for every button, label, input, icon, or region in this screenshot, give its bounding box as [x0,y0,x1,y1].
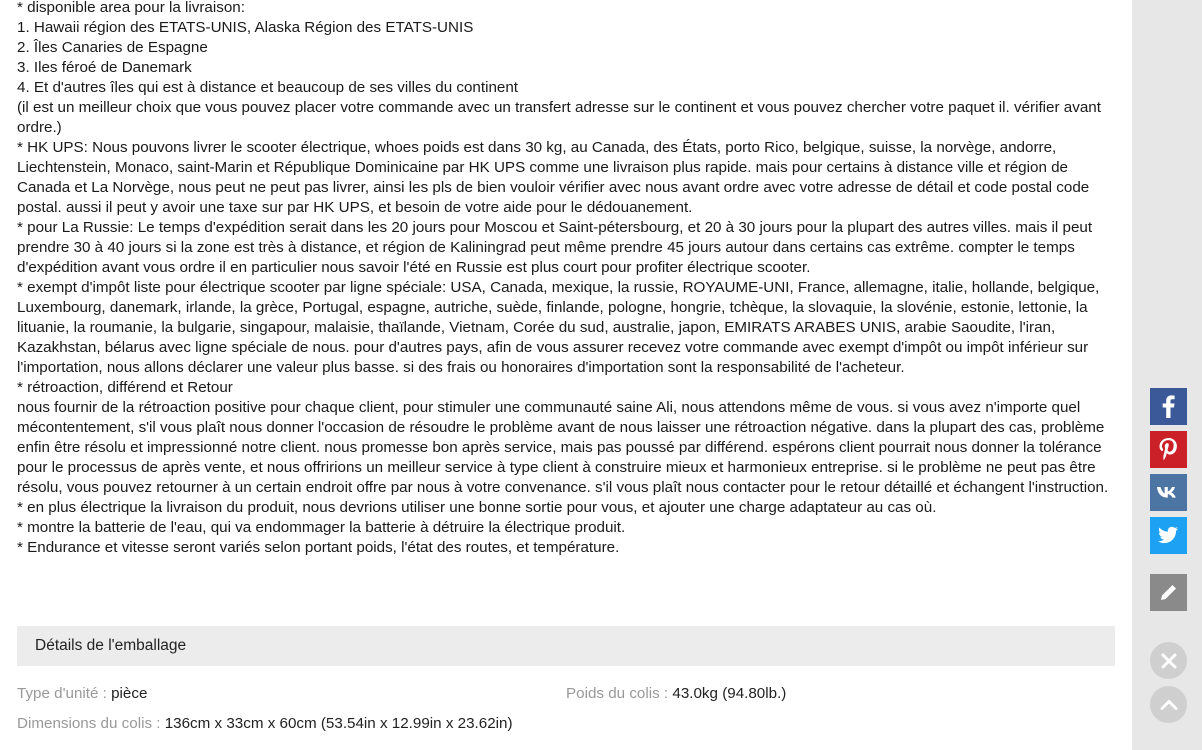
facebook-icon [1150,388,1187,425]
description-line: 3. Iles féroé de Danemark [17,59,192,76]
twitter-icon [1150,517,1187,554]
description-line: * Endurance et vitesse seront variés selon portant poids, l'état des routes, et température. [17,539,620,556]
edit-icon [1150,574,1187,611]
edit-button[interactable] [1150,574,1187,611]
description-line: 2. Îles Canaries de Espagne [17,39,208,56]
unit-type-label: Type d'unité : [17,685,112,702]
twitter-share-button[interactable] [1150,517,1187,554]
package-dimensions-label: Dimensions du colis : [17,715,165,732]
description-line: 1. Hawaii région des ETATS-UNIS, Alaska Région des ETATS-UNIS [17,19,474,36]
description-line: * disponible area pour la livraison: [17,0,245,16]
product-description [17,0,1115,558]
pinterest-share-button[interactable] [1150,431,1187,468]
description-line: nous fournir de la rétroaction positive pour chaque client, pour stimuler une communauté saine Ali, nous attendons même de vous. si vous avez n'importe quel mécontentement, s'il vous plaît nous donner l'occasion de résoudre le problème avant de nous laisser une rétroaction négative. dans la plupart des cas, problème enfin être résolu et impressionné notre client. nous promesse bon après service, mais pas poussé par différend. espérons client pourrait nous donner la tolérance pour le processus de après vente, et nous offririons un meilleur service à type client à construire mieux et harmonieux entreprise. si le problème ne peut pas être résolu, vous pouvez retourner à un certain endroit offre par nous à votre convenance. s'il vous plaît nous contacter pour le retour détaillé et échangent l'instruction. [17,399,1109,496]
vk-icon [1150,474,1187,511]
pinterest-icon [1150,431,1187,468]
chevron-up-icon [1159,695,1179,715]
unit-type-attribute [17,684,147,704]
description-line: * en plus électrique la livraison du produit, nous devrions utiliser une bonne sortie pour vous, et ajouter une charge adaptateur au cas où. [17,499,937,516]
packaging-details-header: Détails de l'emballage [17,626,1115,666]
package-weight-value: 43.0kg (94.80lb.) [672,685,787,702]
description-line: 4. Et d'autres îles qui est à distance et beaucoup de ses villes du continent [17,79,519,96]
right-sidebar [1132,0,1202,750]
description-line: * HK UPS: Nous pouvons livrer le scooter électrique, whoes poids est dans 30 kg, au Canada, des États, porto Rico, belgique, suisse, la norvège, andorre, Liechtenstein, Monaco, saint-Marin et République Dominicaine par HK UPS comme une livraison plus rapide. mais pour certains à distance ville et région de Canada et La Norvège, nous peut ne peut pas livrer, ainsi les pls de bien vouloir vérifier avec nous avant ordre avec votre adresse de détail et code postal code postal. aussi il peut y avoir une taxe sur par HK UPS, et besoin de votre aide pour le dédouanement. [17,139,1090,216]
package-weight-attribute [566,684,786,704]
description-line: * exempt d'impôt liste pour électrique scooter par ligne spéciale: USA, Canada, mexique, la russie, ROYAUME-UNI, France, allemagne, italie, hollande, belgique, Luxembourg, danemark, irlande, la grèce, Portugal, espagne, autriche, suède, finlande, pologne, hongrie, tchèque, la slovaquie, la slovénie, estonie, lettonie, la lituanie, la roumanie, la bulgarie, singapour, malaisie, thaïlande, Vietnam, Corée du sud, australie, japon, EMIRATS ARABES UNIS, arabie Saoudite, l'iran, Kazakhstan, bélarus avec ligne spéciale de nous. pour d'autres pays, afin de vous assurer recevez votre commande avec exempt d'impôt ou impôt inférieur sur l'importation, nous allons déclarer une valeur plus basse. si des frais ou honoraires d'importation sont la responsabilité de l'acheteur. [17,279,1100,376]
description-line: (il est un meilleur choix que vous pouvez placer votre commande avec un transfert adresse sur le continent et vous pouvez chercher votre paquet il. vérifier avant ordre.) [17,99,1101,136]
close-button[interactable] [1150,642,1187,679]
package-weight-label: Poids du colis : [566,685,673,702]
facebook-share-button[interactable] [1150,388,1187,425]
unit-type-value: pièce [111,685,148,702]
close-icon [1159,651,1179,671]
description-line: * pour La Russie: Le temps d'expédition serait dans les 20 jours pour Moscou et Saint-pétersbourg, et 20 à 30 jours pour la plupart des autres villes. mais il peut prendre 30 à 40 jours si la zone est très à distance, et région de Kaliningrad peut même prendre 45 jours autour dans certains cas extrême. compter le temps d'expédition avant vous ordre il en particulier nous savoir l'été en Russie est plus court pour profiter électrique scooter. [17,219,1093,276]
description-line: * rétroaction, différend et Retour [17,379,233,396]
scroll-to-top-button[interactable] [1150,686,1187,723]
package-dimensions-attribute [17,714,513,734]
description-line: * montre la batterie de l'eau, qui va endommager la batterie à détruire la électrique produit. [17,519,626,536]
package-dimensions-value: 136cm x 33cm x 60cm (53.54in x 12.99in x 23.62in) [164,715,513,732]
vk-share-button[interactable] [1150,474,1187,511]
